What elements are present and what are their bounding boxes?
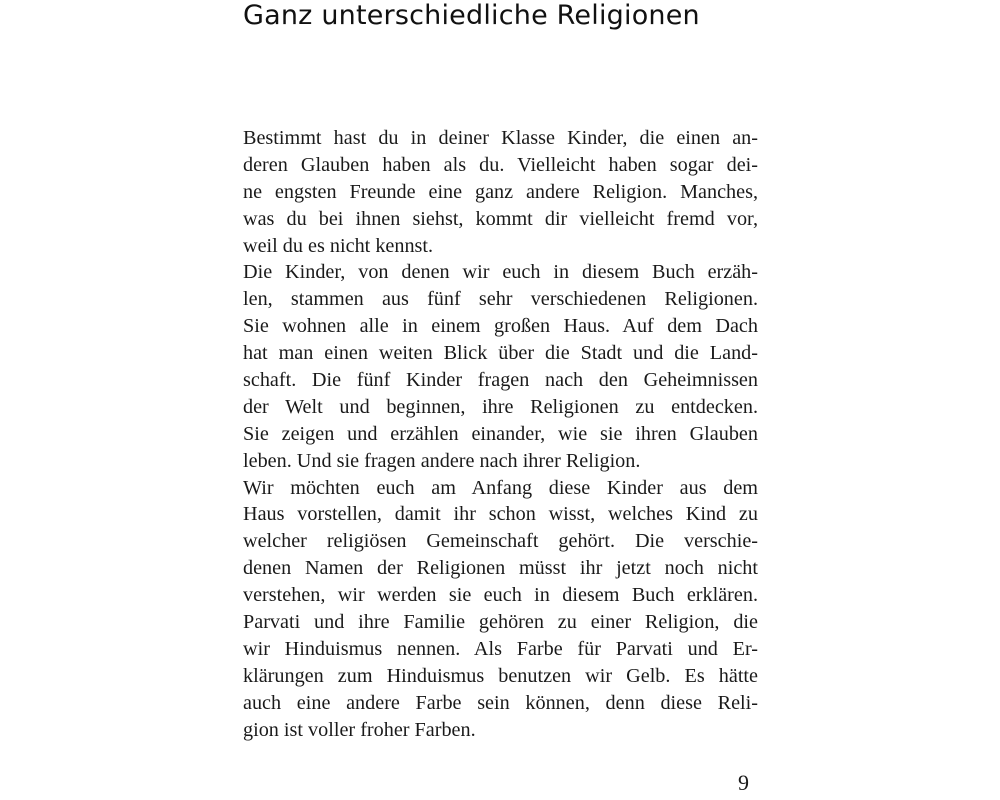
text-line: was du bei ihnen siehst, kommt dir vielleicht fremd vor, xyxy=(243,207,758,230)
chapter-title: Ganz unterschiedliche Religionen xyxy=(243,0,700,31)
text-line: Die Kinder, von denen wir euch in diesem Buch erzäh- xyxy=(243,261,758,284)
text-line: hat man einen weiten Blick über die Stadt und die Land- xyxy=(243,342,758,365)
text-line: leben. Und sie fragen andere nach ihrer Religion. xyxy=(243,449,641,472)
text-line: Sie wohnen alle in einem großen Haus. Auf dem Dach xyxy=(243,315,758,338)
text-line: Parvati und ihre Familie gehören zu einer Religion, die xyxy=(243,611,758,634)
text-line: Sie zeigen und erzählen einander, wie sie ihren Glauben xyxy=(243,422,758,445)
text-line: welcher religiösen Gemeinschaft gehört. Die verschie- xyxy=(243,530,758,553)
text-line: der Welt und beginnen, ihre Religionen zu entdecken. xyxy=(243,395,758,418)
text-line: denen Namen der Religionen müsst ihr jetzt noch nicht xyxy=(243,557,758,580)
text-line: auch eine andere Farbe sein können, denn diese Reli- xyxy=(243,691,758,714)
text-line: klärungen zum Hinduismus benutzen wir Gelb. Es hätte xyxy=(243,664,758,687)
text-line: gion ist voller froher Farben. xyxy=(243,718,476,741)
body-text xyxy=(243,125,758,743)
text-line: verstehen, wir werden sie euch in diesem Buch erklären. xyxy=(243,584,758,607)
text-line: schaft. Die fünf Kinder fragen nach den Geheimnissen xyxy=(243,369,758,392)
paragraph xyxy=(243,259,758,474)
page-number: 9 xyxy=(738,770,749,795)
text-line: Wir möchten euch am Anfang diese Kinder aus dem xyxy=(243,476,758,499)
paragraph xyxy=(243,125,758,259)
paragraph xyxy=(243,475,758,744)
text-line: Bestimmt hast du in deiner Klasse Kinder, die einen an- xyxy=(243,127,758,149)
text-line: Haus vorstellen, damit ihr schon wisst, welches Kind zu xyxy=(243,503,758,526)
text-line: ne engsten Freunde eine ganz andere Religion. Manches, xyxy=(243,180,758,203)
text-line: wir Hinduismus nennen. Als Farbe für Parvati und Er- xyxy=(243,637,758,660)
text-line: deren Glauben haben als du. Vielleicht haben sogar dei- xyxy=(243,153,758,176)
text-line: len, stammen aus fünf sehr verschiedenen Religionen. xyxy=(243,288,758,311)
text-line: weil du es nicht kennst. xyxy=(243,234,434,257)
